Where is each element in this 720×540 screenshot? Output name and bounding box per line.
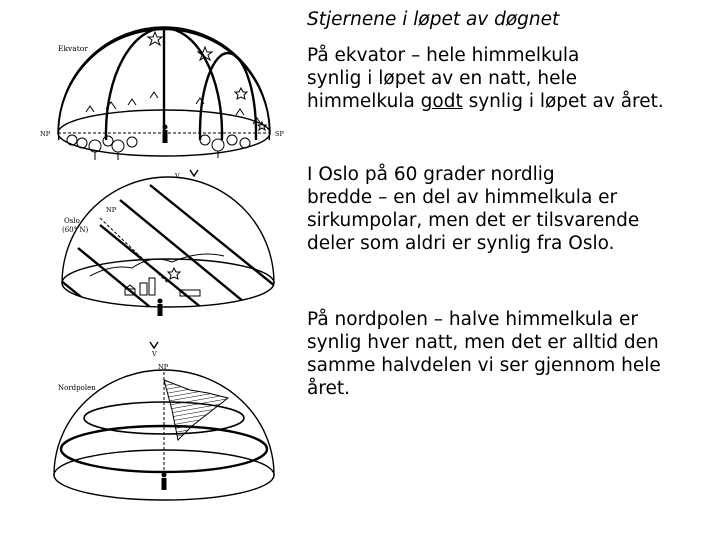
p3-line-2: synlig hver natt, men det er alltid den: [307, 332, 659, 353]
p2-line-4: deler som aldri er synlig fra Oslo.: [307, 233, 615, 254]
ekvator-sp-label: SP: [275, 130, 284, 138]
oslo-sky-dome: [62, 177, 274, 283]
ekvator-np-label: NP: [40, 130, 51, 138]
oslo-buildings: [125, 278, 200, 296]
ekvator-nadir-mark: [190, 170, 198, 176]
nordpolen-label: Nordpolen: [58, 384, 96, 392]
oslo-nadir-mark: [150, 342, 158, 348]
paragraph-ekvator: [307, 44, 664, 113]
p2-line-3: sirkumpolar, men det er tilsvarende: [307, 210, 640, 231]
oslo-nadir-label: V: [152, 350, 157, 358]
p2-line-2: bredde – en del av himmelkula er: [307, 187, 618, 208]
p1-line-3b: synlig i løpet av året.: [462, 91, 664, 112]
ekvator-label: Ekvator: [58, 44, 88, 53]
p2-line-1: I Oslo på 60 grader nordlig: [307, 164, 555, 185]
ekvator-diagram: [58, 27, 270, 238]
nordpolen-person: [162, 473, 167, 491]
paragraph-nordpolen: [307, 308, 661, 400]
p1-underlined-word: godt: [420, 91, 463, 112]
oslo-np-label: NP: [106, 206, 117, 214]
oslo-star-paths: [60, 185, 280, 405]
ekvator-nadir-label: V: [175, 172, 180, 180]
oslo-label: Oslo (60° N): [62, 217, 89, 234]
oslo-person: [158, 299, 163, 317]
oslo-star: [168, 268, 180, 279]
nordpolen-hatched-sector: [164, 380, 228, 440]
p1-line-2: synlig i løpet av en natt, hele: [307, 68, 578, 89]
ekvator-person: [163, 125, 168, 144]
p3-line-1: På nordpolen – halve himmelkula er: [307, 309, 638, 330]
celestial-sphere-diagrams: [0, 0, 300, 540]
p3-line-3: samme halvdelen vi ser gjennom hele: [307, 355, 661, 376]
p1-line-1: På ekvator – hele himmelkula: [307, 45, 580, 66]
slide-title: Stjernene i løpet av døgnet: [307, 9, 560, 30]
paragraph-oslo: [307, 163, 639, 255]
p1-line-3a: himmelkula: [307, 91, 421, 112]
p3-line-4: året.: [307, 378, 351, 399]
nordpolen-np-label: NP: [158, 363, 169, 371]
